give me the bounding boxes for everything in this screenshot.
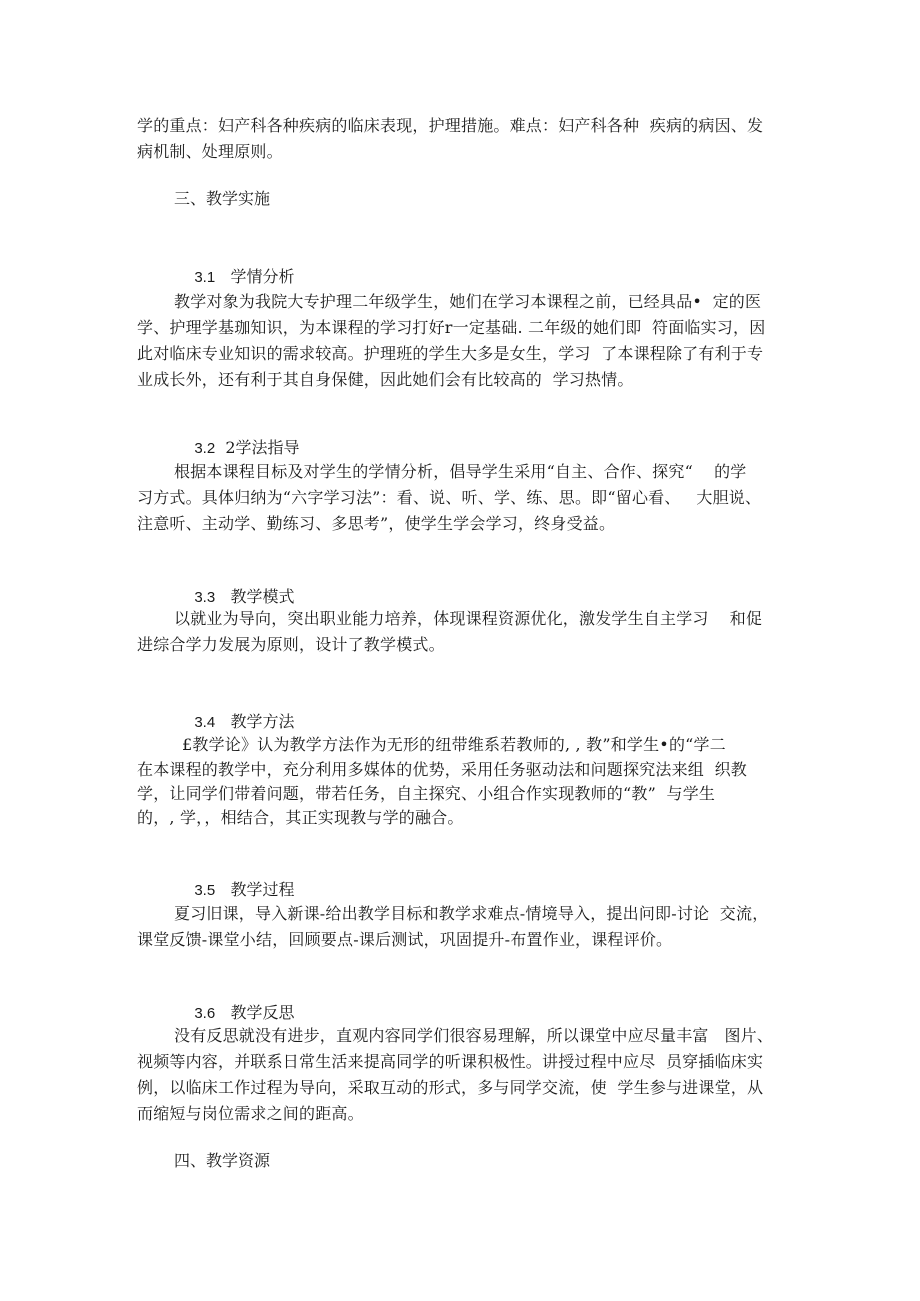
subsection-number: 3.4 — [194, 714, 216, 731]
paragraph-line: 教学对象为我院大专护理二年级学生，她们在学习本课程之前，已经具品• 定的医 — [174, 292, 762, 311]
paragraph-line: 例，以临床工作过程为导向，采取互动的形式，多与同学交流，使 学生参与进课堂，从 — [137, 1078, 764, 1097]
paragraph-line: 夏习旧课，导入新课-给出教学目标和教学求难点-情境导入，提出问即-讨论 交流， — [174, 904, 769, 923]
paragraph-line: 此对临床专业知识的需求较高。护理班的学生大多是女生，学习 了本课程除了有利于专 — [137, 344, 764, 363]
paragraph-line: 学，让同学们带着问题，带若任务，自主探究、小组合作实现教师的“教” 与学生 — [137, 784, 716, 803]
paragraph-line: 进综合学力发展为原则，设计了教学模式。 — [137, 635, 445, 654]
paragraph-line: 学、护理学基珈知识，为本课程的学习打好r一定基础. 二年级的她们即 符面临实习，因 — [137, 318, 766, 337]
subsection-number: 3.2 — [194, 440, 216, 457]
subsection-title: 教学模式 — [230, 587, 295, 606]
paragraph-line: 注意听、主动学、勤练习、多思考”，使学生学会学习，终身受益。 — [137, 514, 616, 533]
paragraph-line: 在本课程的教学中，充分利用多媒体的优势，采用任务驱动法和问题探究法来组 织教 — [137, 760, 747, 779]
subsection-number: 3.3 — [194, 589, 216, 606]
paragraph-line: 习方式。具体归纳为“六字学习法”：看、说、听、学、练、思。即“留心看、 大胆说、 — [137, 488, 762, 507]
paragraph-line: 的，, 学，，相结合，其正实现教与学的融合。 — [137, 808, 464, 827]
paragraph-line: 视频等内容，并联系日常生活来提高同学的听课积极性。讲授过程中应尽 员穿插临床实 — [137, 1052, 764, 1071]
subsection-number: 3.6 — [194, 1005, 216, 1022]
subsection-number: 3.5 — [194, 882, 216, 899]
subsection-number: 3.1 — [194, 269, 216, 286]
subsection-title: 教学过程 — [230, 880, 295, 899]
paragraph-line: 课堂反馈-课堂小结，回顾要点-课后测试，巩固提升-布置作业，课程评价。 — [137, 930, 673, 949]
section-heading: 三、教学实施 — [174, 189, 271, 208]
paragraph-line: 病机制、处理原则。 — [137, 142, 283, 161]
paragraph-line: 根据本课程目标及对学生的学情分析，倡导学生采用“自主、合作、探究“ 的学 — [174, 462, 747, 481]
subsection-title: 教学反思 — [230, 1003, 295, 1022]
paragraph-line: £教学论》认为教学方法作为无形的纽带维系若教师的, , 教”和学生•的“学二 — [182, 735, 726, 754]
subsection-title: 教学方法 — [230, 712, 295, 731]
paragraph-line: 而缩短与岗位需求之间的距高。 — [137, 1104, 364, 1123]
paragraph-line: 以就业为导向，突出职业能力培养，体现课程资源优化，激发学生自主学习 和促 — [174, 609, 763, 628]
section-heading: 四、教学资源 — [174, 1151, 271, 1170]
paragraph-line: 学的重点：妇产科各种疾病的临床表现，护理措施。难点：妇产科各种 疾病的病因、发 — [137, 116, 764, 135]
subsection-title: 学情分析 — [230, 267, 295, 286]
paragraph-line: 没有反思就没有进步，直观内容同学们很容易理解，所以课堂中应尽量丰富 图片、 — [174, 1026, 774, 1045]
subsection-title: 2学法指导 — [225, 438, 300, 457]
paragraph-line: 业成长外，还有利于其自身保健，因此她们会有比较高的 学习热情。 — [137, 370, 634, 389]
